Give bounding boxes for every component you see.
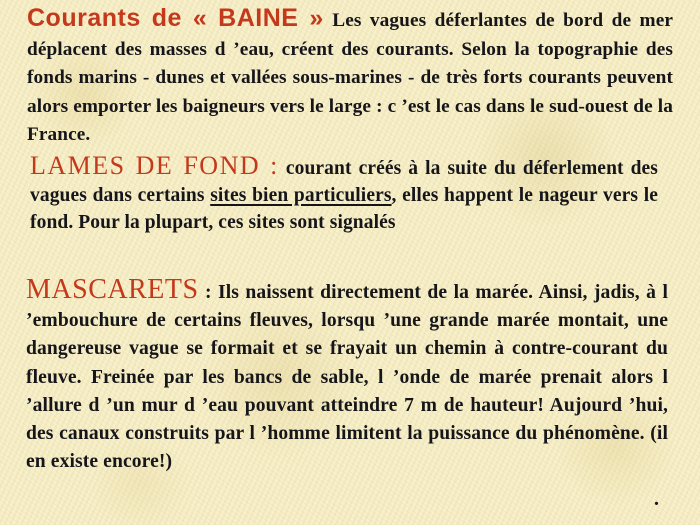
heading-baine: Courants de « BAINE »	[27, 4, 324, 32]
paragraph-lames-de-fond	[30, 152, 658, 236]
body-lames-de-fond-start: courant créés à la suite du déferlement des vagues dans certains	[30, 158, 658, 206]
body-mascarets: : Ils naissent directement de la marée. Ainsi, jadis, à l ’embouchure de certains fleuves, lorsqu ’une grande marée montait, une dangereuse vague se formait et se frayait un chemin à contre-courant du fleuve. Freinée par les bancs de sable, l ’onde de marée prenait alors l ’allure d ’un mur d ’eau pouvant atteindre 7 m de hauteur! Aujourd ’hui, des canaux construits par l ’homme limitent la puissance du phénomène. (il en existe encore!)	[26, 282, 668, 473]
heading-lames-de-fond: LAMES DE FOND :	[30, 151, 279, 180]
heading-mascarets: MASCARETS	[26, 274, 199, 305]
body-lames-de-fond-end: , elles happent le nageur vers le fond. Pour la plupart, ces sites sont signalés	[30, 185, 659, 233]
trailing-dot: .	[654, 488, 659, 510]
paragraph-mascarets	[26, 276, 668, 476]
body-baine: Les vagues déferlantes de bord de mer déplacent des masses d ’eau, créent des courants. Selon la topographie des fonds marins - dunes et vallées sous-marines - de très forts courants peuvent alors emporter les baigneurs vers le large : c ’est le cas dans le sud-ouest de la France.	[27, 10, 674, 145]
underlined-phrase: sites bien particuliers	[210, 185, 392, 206]
paragraph-baine	[27, 4, 673, 150]
